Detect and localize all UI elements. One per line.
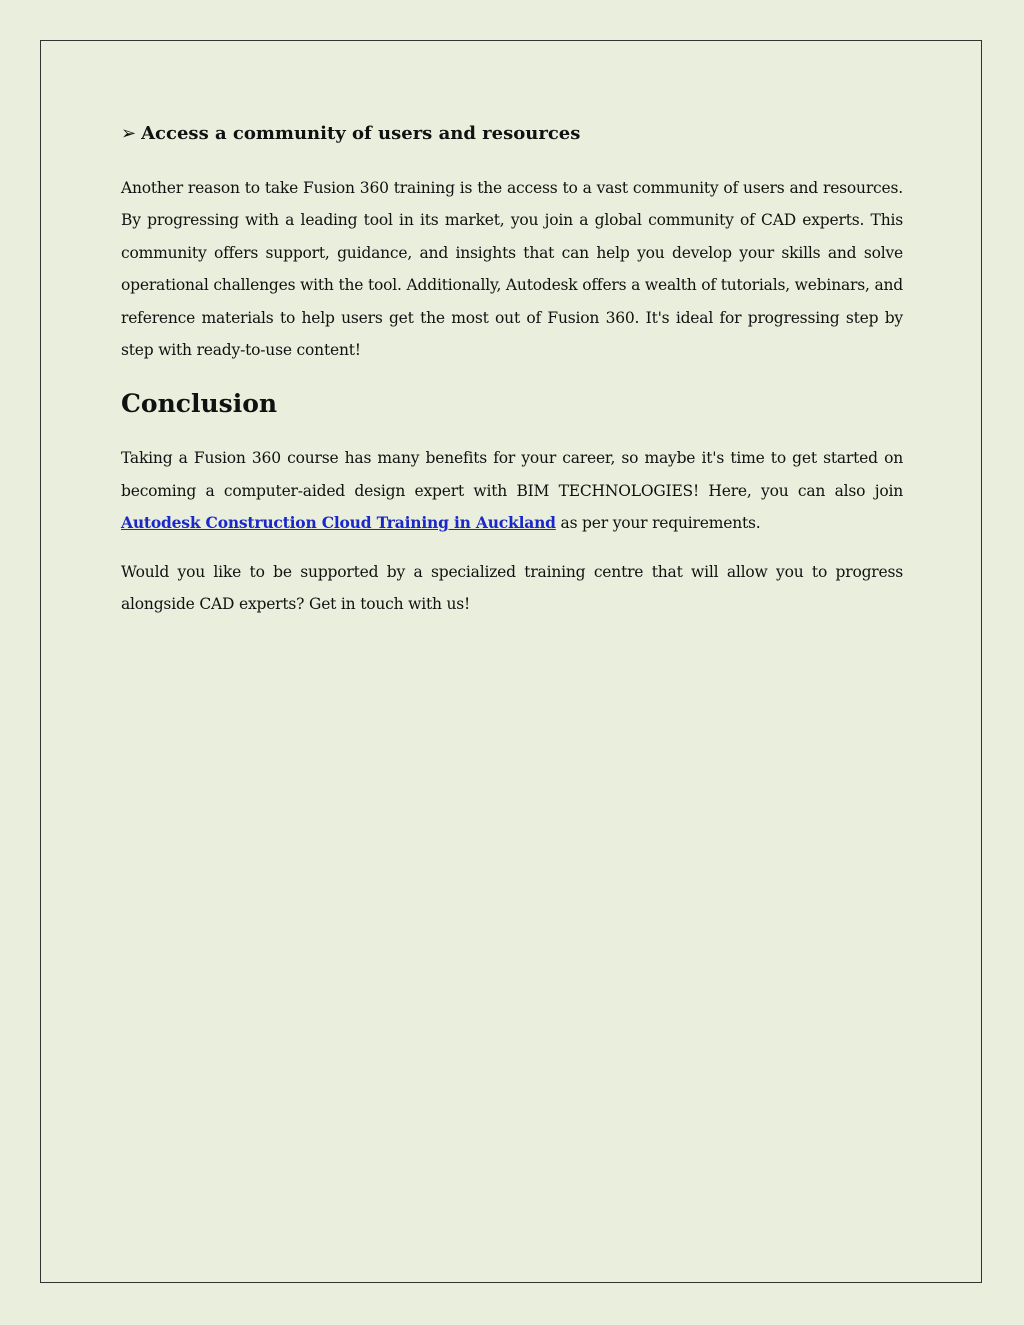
arrow-bullet-icon: ➢ <box>121 123 137 144</box>
document-content <box>121 118 903 620</box>
community-paragraph: Another reason to take Fusion 360 training is the access to a vast community of users and resources. By progressing with a leading tool in its market, you join a global community of CAD experts. This community offers support, guidance, and insights that can help you develop your skills and solve operational challenges with the tool. Additionally, Autodesk offers a wealth of tutorials, webinars, and reference materials to help users get the most out of Fusion 360. It's ideal for progressing step by step with ready-to-use content! <box>121 179 903 360</box>
conclusion-paragraph <box>121 442 903 539</box>
conclusion-title: Conclusion <box>121 389 278 419</box>
conclusion-text-before-link: Taking a Fusion 360 course has many benefits for your career, so maybe it's time to get started on becoming a computer-aided design expert with BIM TECHNOLOGIES! Here, you can also join <box>121 449 903 500</box>
section-heading-text: Access a community of users and resources <box>141 123 581 144</box>
section-heading <box>121 118 903 150</box>
conclusion-text-after-link: as per your requirements. <box>555 514 761 533</box>
autodesk-training-link[interactable]: Autodesk Construction Cloud Training in Auckland <box>121 513 556 533</box>
contact-paragraph: Would you like to be supported by a specialized training centre that will allow you to progress alongside CAD experts? Get in touch with us! <box>121 562 903 614</box>
